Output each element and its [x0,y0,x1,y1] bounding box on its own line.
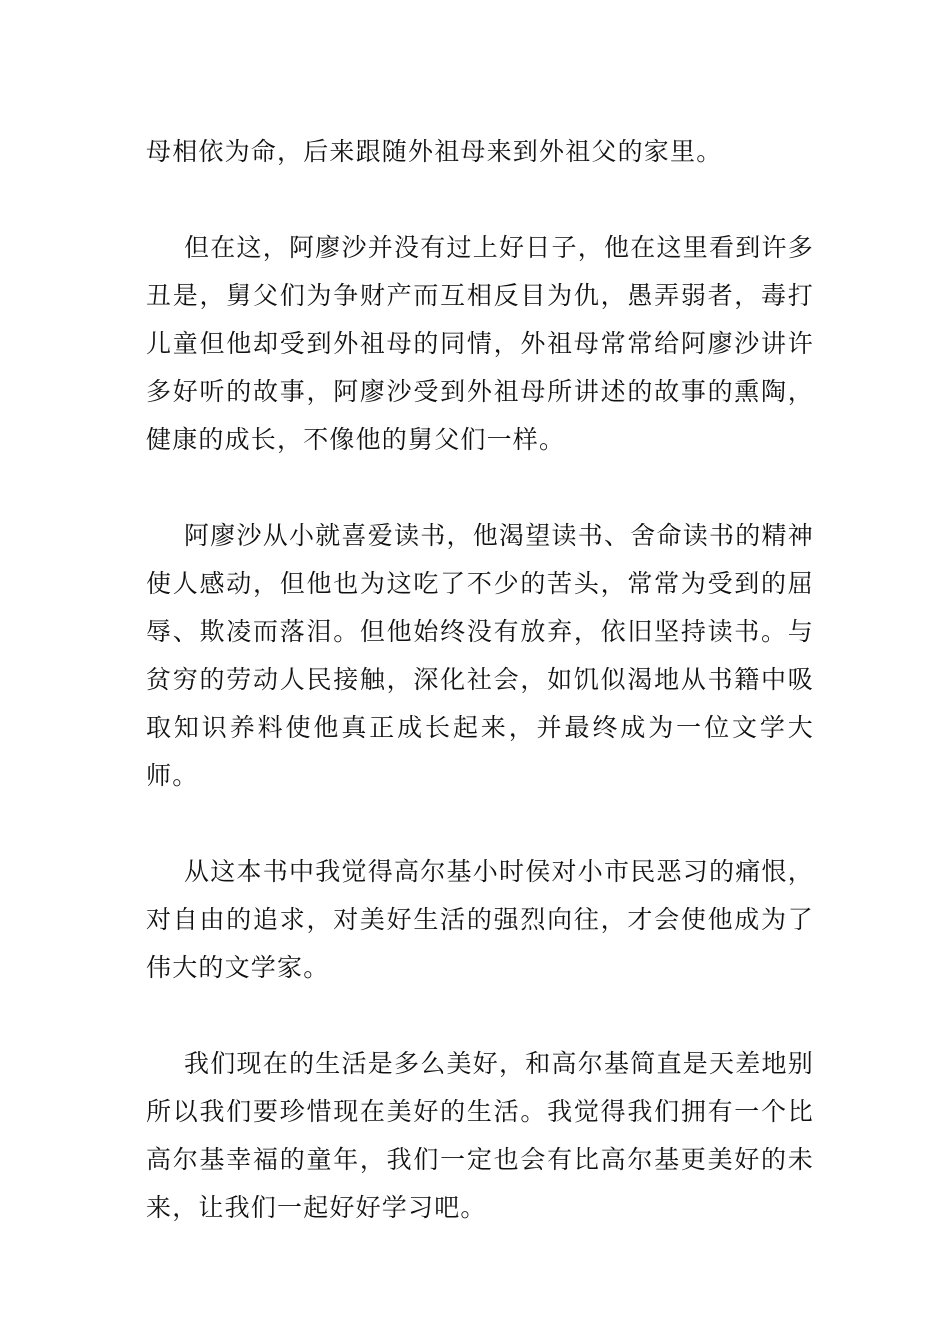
paragraph-gap [146,464,814,512]
document-page [146,128,814,1232]
paragraph-reflection: 从这本书中我觉得高尔基小时侯对小市民恶习的痛恨，对自由的追求，对美好生活的强烈向往，才会使他成为了伟大的文学家。 [146,857,814,982]
paragraph-alyosha-hardship: 但在这，阿廖沙并没有过上好日子，他在这里看到许多丑是，舅父们为争财产而互相反目为仇，愚弄弱者，毒打儿童但他却受到外祖母的同情，外祖母常常给阿廖沙讲许多好听的故事，阿廖沙受到外祖母所讲述的故事的熏陶，健康的成长，不像他的舅父们一样。 [146,233,814,454]
paragraph-gap [146,992,814,1040]
paragraph-continued: 母相依为命，后来跟随外祖母来到外祖父的家里。 [146,137,723,166]
paragraph-conclusion: 我们现在的生活是多么美好，和高尔基简直是天差地别所以我们要珍惜现在美好的生活。我觉得我们拥有一个比高尔基幸福的童年，我们一定也会有比高尔基更美好的未来，让我们一起好好学习吧。 [146,1049,814,1222]
paragraph-gap [146,800,814,848]
paragraph-gap [146,176,814,224]
paragraph-love-of-reading: 阿廖沙从小就喜爱读书，他渴望读书、舍命读书的精神使人感动，但他也为这吃了不少的苦头，常常为受到的屈辱、欺凌而落泪。但他始终没有放弃，依旧坚持读书。与贫穷的劳动人民接触，深化社会，如饥似渴地从书籍中吸取知识养料使他真正成长起来，并最终成为一位文学大师。 [146,521,814,790]
